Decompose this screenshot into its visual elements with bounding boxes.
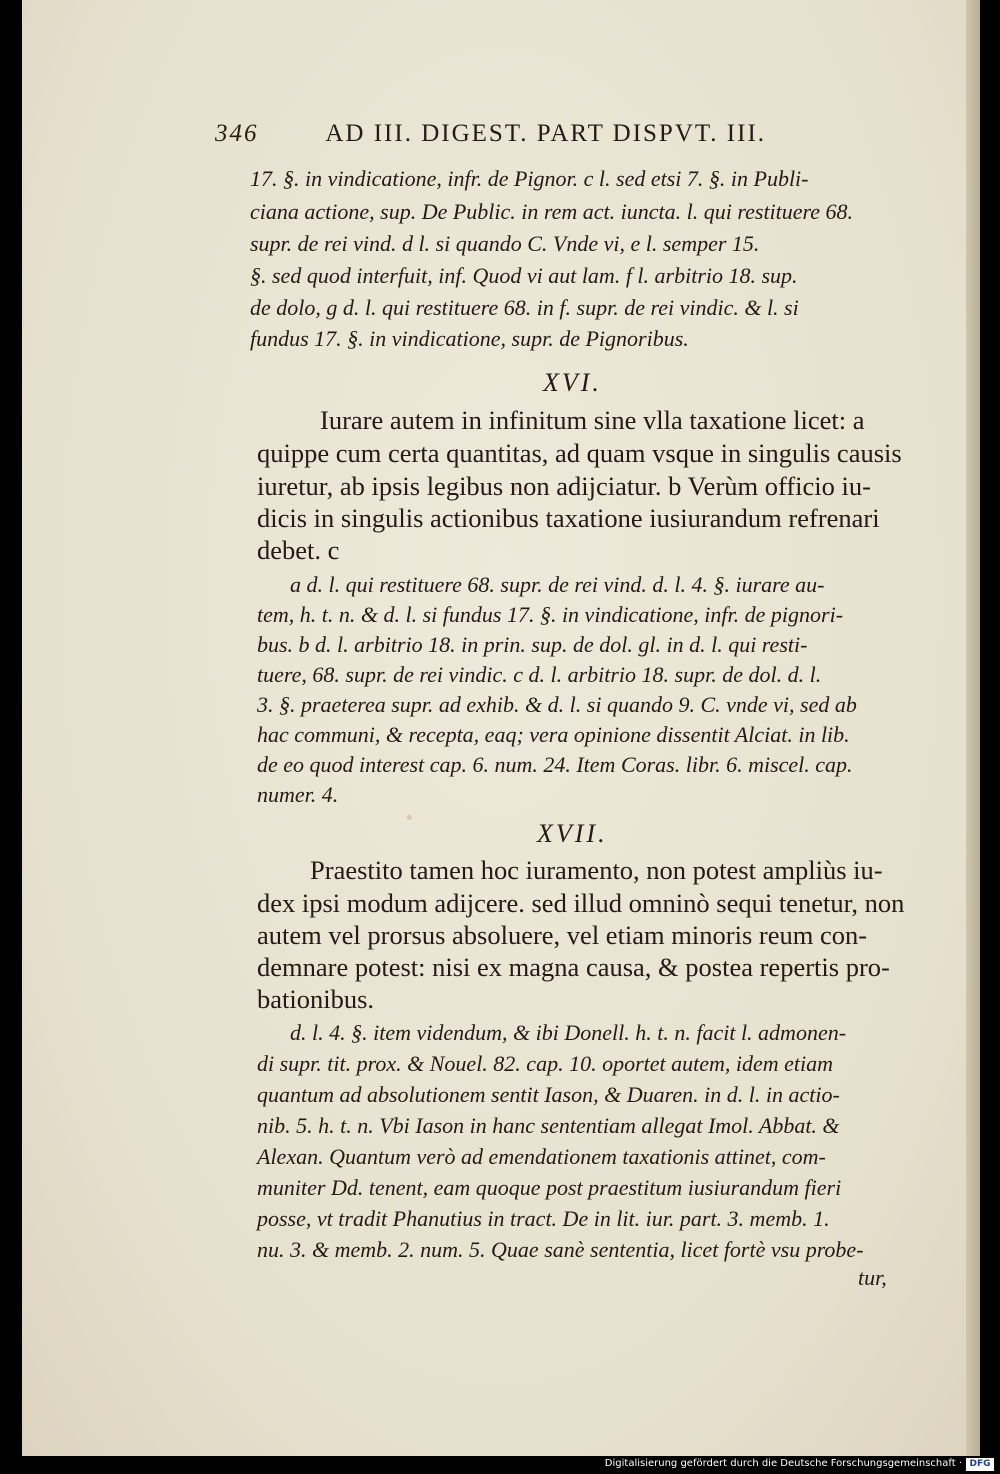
- note-line: ciana actione, sup. De Public. in rem act. iuncta. l. qui restituere 68.: [250, 199, 854, 224]
- note-line: tuere, 68. supr. de rei vindic. c d. l. arbitrio 18. supr. de dol. d. l.: [257, 662, 822, 687]
- page-number: 346: [215, 120, 259, 147]
- body-line: Praestito tamen hoc iuramento, non potest ampliùs iu-: [310, 855, 883, 885]
- body-line: Iurare autem in infinitum sine vlla taxatione licet: a: [320, 405, 865, 435]
- note-line: quantum ad absolutionem sentit Iason, & Duaren. in d. l. in actio-: [257, 1082, 840, 1107]
- note-line: 3. §. praeterea supr. ad exhib. & d. l. si quando 9. C. vnde vi, sed ab: [257, 692, 857, 717]
- note-line: de eo quod interest cap. 6. num. 24. Item Coras. libr. 6. miscel. cap.: [257, 752, 853, 777]
- note-line: nu. 3. & memb. 2. num. 5. Quae sanè sententia, licet fortè vsu probe-: [257, 1237, 864, 1262]
- note-line: di supr. tit. prox. & Nouel. 82. cap. 10. oportet autem, idem etiam: [257, 1051, 834, 1076]
- body-line: debet. c: [257, 535, 340, 565]
- note-line: numer. 4.: [257, 782, 339, 807]
- note-line: Alexan. Quantum verò ad emendationem taxationis attinet, com-: [257, 1144, 826, 1169]
- note-line: supr. de rei vind. d l. si quando C. Vnde vi, e l. semper 15.: [250, 231, 760, 256]
- note-line: fundus 17. §. in vindicatione, supr. de Pignoribus.: [250, 326, 689, 351]
- note-line: posse, vt tradit Phanutius in tract. De in lit. iur. part. 3. memb. 1.: [257, 1206, 830, 1231]
- body-line: autem vel prorsus absoluere, vel etiam minoris reum con-: [257, 920, 868, 950]
- running-header: [215, 120, 766, 148]
- dfg-logo: DFG: [966, 1458, 994, 1471]
- body-line: iuretur, ab ipsis legibus non adijciatur. b Verùm officio iu-: [257, 471, 871, 501]
- stain: [407, 815, 412, 820]
- section-number: XVI.: [543, 368, 602, 397]
- note-line: nib. 5. h. t. n. Vbi Iason in hanc sententiam allegat Imol. Abbat. &: [257, 1113, 840, 1138]
- note-line: d. l. 4. §. item videndum, & ibi Donell. h. t. n. facit l. admonen-: [290, 1020, 847, 1045]
- note-line: hac communi, & recepta, eaq; vera opinione dissentit Alciat. in lib.: [257, 722, 850, 747]
- catchword: tur,: [858, 1265, 887, 1290]
- body-line: bationibus.: [257, 984, 375, 1014]
- note-line: bus. b d. l. arbitrio 18. in prin. sup. de dol. gl. in d. l. qui resti-: [257, 632, 808, 657]
- running-title: AD III. DIGEST. PART DISPVT. III.: [325, 120, 767, 147]
- section-number: XVII.: [537, 819, 608, 848]
- body-line: dicis in singulis actionibus taxatione iusiurandum refrenari: [257, 503, 880, 533]
- body-line: demnare potest: nisi ex magna causa, & postea repertis pro-: [257, 952, 890, 982]
- body-line: quippe cum certa quantitas, ad quam vsque in singulis causis: [257, 438, 902, 468]
- note-line: de dolo, g d. l. qui restituere 68. in f. supr. de rei vindic. & l. si: [250, 295, 799, 320]
- note-line: a d. l. qui restituere 68. supr. de rei vind. d. l. 4. §. iurare au-: [290, 572, 825, 597]
- page-edge: [966, 0, 980, 1456]
- note-line: muniter Dd. tenent, eam quoque post praestitum iusiurandum fieri: [257, 1175, 842, 1200]
- note-line: tem, h. t. n. & d. l. si fundus 17. §. in vindicatione, infr. de pignori-: [257, 602, 844, 627]
- body-line: dex ipsi modum adijcere. sed illud omninò sequi tenetur, non: [257, 888, 905, 918]
- funding-credit: Digitalisierung gefördert durch die Deutsche Forschungsgemeinschaft ·: [604, 1458, 962, 1469]
- note-line: 17. §. in vindicatione, infr. de Pignor. c l. sed etsi 7. §. in Publi-: [250, 166, 809, 191]
- note-line: §. sed quod interfuit, inf. Quod vi aut lam. f l. arbitrio 18. sup.: [250, 263, 798, 288]
